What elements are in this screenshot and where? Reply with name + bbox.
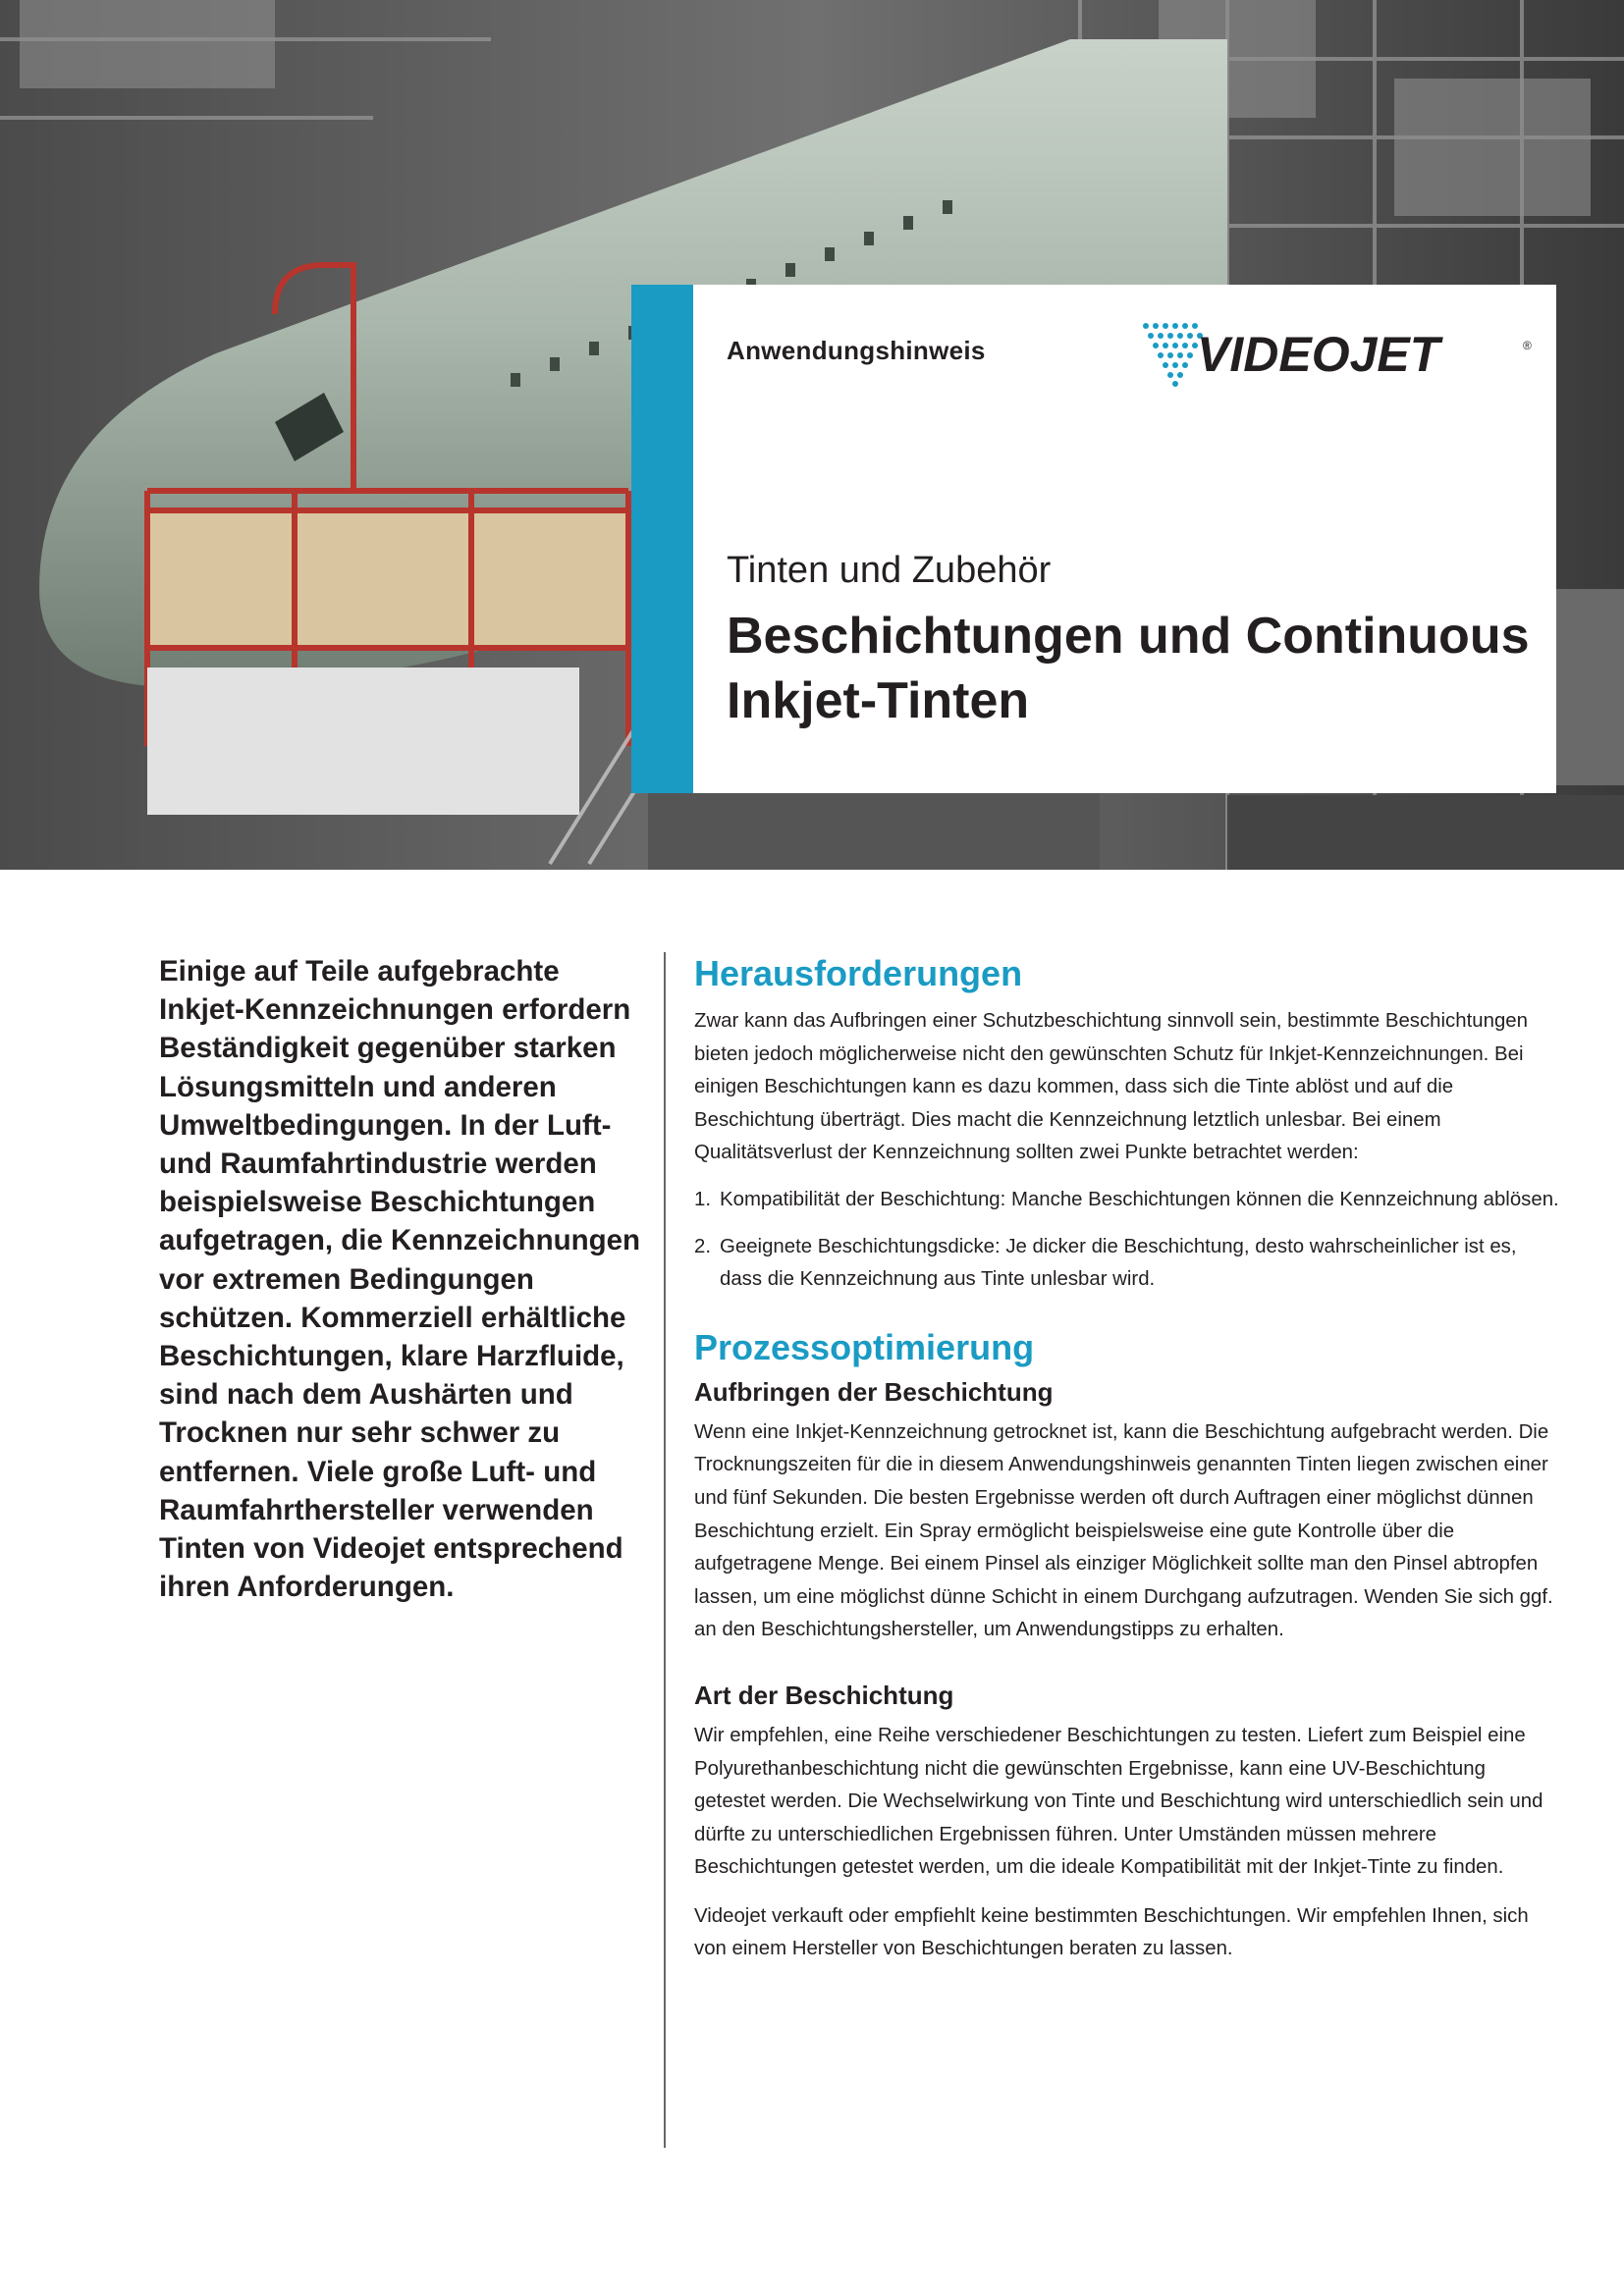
- list-item: [694, 1231, 1560, 1297]
- coating-type-body: Wir empfehlen, eine Reihe verschiedener Beschichtungen zu testen. Liefert zum Beispiel eine Polyurethanbeschichtung nicht die gewünschten Ergebnisse, kann eine UV-Beschichtung getestet werden. Die Wechselwirkung von Tinte und Beschichtung wird unterschiedlich sein und dürfte zu unterschiedlichen Ergebnissen führen. Unter Umständen müssen mehrere Beschichtungen getestet werden, um die ideale Kompatibilität mit der Inkjet-Tinte zu finden.: [694, 1724, 1543, 1879]
- recommendation-body: Videojet verkauft oder empfiehlt keine bestimmten Beschichtungen. Wir empfehlen Ihnen, sich von einem Hersteller von Beschichtungen beraten zu lassen.: [694, 1904, 1529, 1960]
- list-item-text: Geeignete Beschichtungsdicke: Je dicker die Beschichtung, desto wahrscheinlicher ist es, dass die Kennzeichnung aus Tinte unlesbar wird.: [720, 1235, 1517, 1291]
- logo-dot-pattern-icon: [1143, 323, 1203, 387]
- list-item: [694, 1184, 1560, 1217]
- process-heading: Prozessoptimierung: [694, 1326, 1035, 1367]
- main-column: [694, 952, 1560, 1966]
- intro-text: Einige auf Teile aufgebrachte Inkjet-Kennzeichnungen erfordern Beständigkeit gegenüber starken Lösungsmitteln und anderen Umweltbedingungen. In der Luft- und Raumfahrtindustrie werden beispielsweise Beschichtungen aufgetragen, die Kennzeichnungen vor extremen Bedingungen schützen. Kommerziell erhältliche Beschichtungen, klare Harzfluide, sind nach dem Aushärten und Trocknen nur sehr schwer zu entfernen. Viele große Luft- und Raumfahrthersteller verwenden Tinten von Videojet entsprechend ihren Anforderungen.: [159, 955, 641, 1604]
- document-type-label: Anwendungshinweis: [727, 336, 986, 365]
- application-subheading: Aufbringen der Beschichtung: [694, 1376, 1054, 1407]
- document-title: Beschichtungen und Continuous Inkjet-Tinten: [727, 608, 1530, 729]
- list-item-text: Kompatibilität der Beschichtung: Manche Beschichtungen können die Kennzeichnung ablösen.: [720, 1188, 1559, 1210]
- title-card: [631, 285, 1556, 793]
- challenges-heading: Herausforderungen: [694, 953, 1023, 993]
- column-divider: [664, 952, 666, 2148]
- videojet-logo: [1138, 314, 1536, 389]
- document-subtitle: Tinten und Zubehör: [727, 550, 1052, 591]
- list-item-number: 1.: [694, 1188, 712, 1210]
- list-item-number: 2.: [694, 1235, 712, 1257]
- application-body: Wenn eine Inkjet-Kennzeichnung getrocknet ist, kann die Beschichtung aufgebracht werden. Die Trocknungszeiten für die in diesem Anwendungshinweis genannten Tinten liegen zwischen einer und fünf Sekunden. Die besten Ergebnisse werden oft durch Auftragen einer möglichst dünnen Beschichtung erzielt. Ein Spray ermöglicht beispielsweise eine gute Kontrolle über die aufgetragene Menge. Bei einem Pinsel als einziger Möglichkeit sollte man den Pinsel abtropfen lassen, um eine möglichst dünne Schicht in einem Durchgang aufzutragen. Wenden Sie sich ggf. an den Beschichtungshersteller, um Anwendungstipps zu erhalten.: [694, 1420, 1553, 1641]
- coating-type-subheading: Art der Beschichtung: [694, 1680, 954, 1710]
- logo-registered-mark: ®: [1523, 339, 1532, 352]
- accent-bar: [631, 285, 693, 793]
- challenges-body: Zwar kann das Aufbringen einer Schutzbeschichtung sinnvoll sein, bestimmte Beschichtungen bieten jedoch möglicherweise nicht den gewünschten Schutz für Inkjet-Kennzeichnungen. Bei einigen Beschichtungen kann es dazu kommen, dass sich die Tinte ablöst und auf die Beschichtung überträgt. Dies macht die Kennzeichnung letztlich unlesbar. Bei einem Qualitätsverlust der Kennzeichnung sollten zwei Punkte betrachtet werden:: [694, 1010, 1528, 1164]
- logo-wordmark: VIDEOJET: [1197, 327, 1440, 382]
